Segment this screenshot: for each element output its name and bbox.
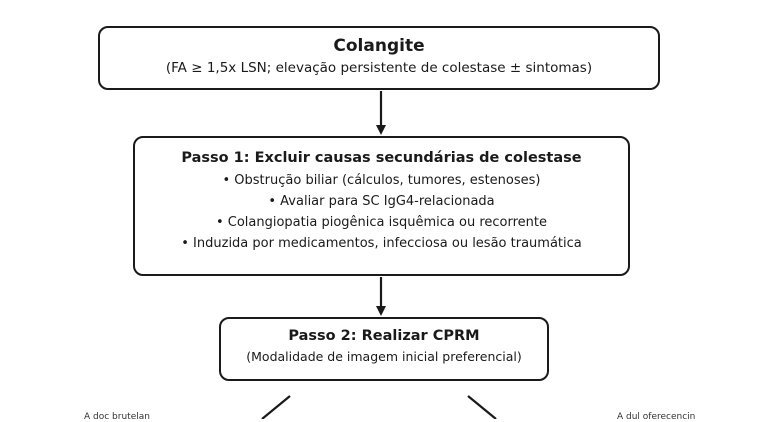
step1-item-drug-induced: • Induzida por medicamentos, infecciosa ou lesão traumática [181,236,582,251]
branch-line-right [468,396,496,419]
colangite-title: Colangite [333,36,425,56]
cut-label-left: A doc brutelan [84,412,150,422]
step1-item-pyogenic: • Colangiopatia piogênica isquêmica ou recorrente [215,215,548,230]
colangite-criteria: (FA ≥ 1,5x LSN; elevação persistente de colestase ± sintomas) [165,60,593,76]
step2-subtitle: (Modalidade de imagem inicial preferencial) [246,349,522,364]
step1-item-igg4: • Avaliar para SC IgG4-relacionada [268,194,495,209]
cut-label-right: A dul oferecencin [617,412,696,422]
step1-item-obstruction: • Obstrução biliar (cálculos, tumores, estenoses) [222,173,541,188]
step2-title: Passo 2: Realizar CPRM [288,328,480,344]
step1-title: Passo 1: Excluir causas secundárias de colestase [181,150,582,166]
branch-line-left [262,396,290,419]
